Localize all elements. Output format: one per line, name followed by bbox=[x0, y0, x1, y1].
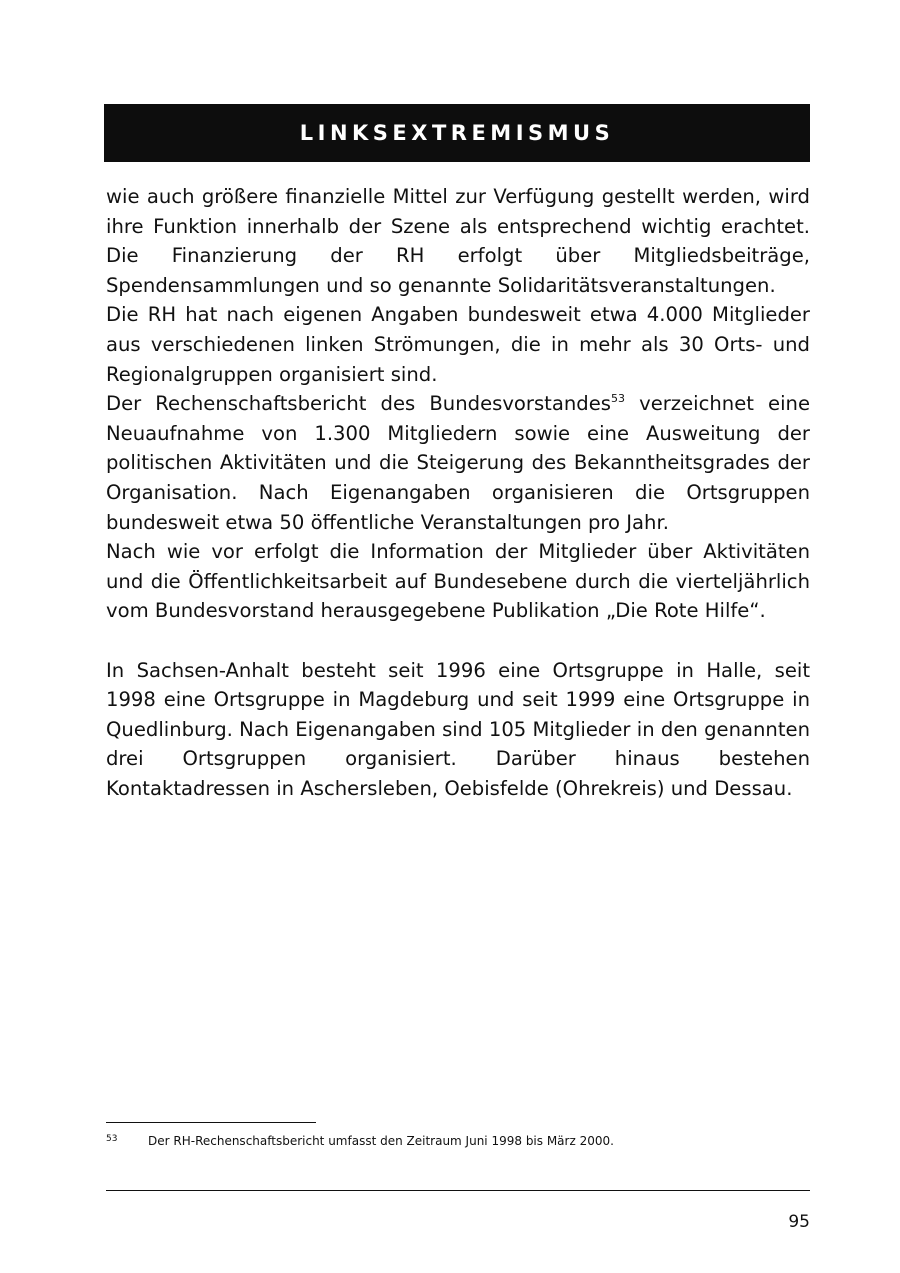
header-bar bbox=[104, 104, 810, 162]
footer-divider bbox=[106, 1190, 810, 1191]
footnote-number: 53 bbox=[106, 1134, 118, 1144]
paragraph-sachsen-anhalt: In Sachsen-Anhalt besteht seit 1996 eine Ortsgruppe in Halle, seit 1998 eine Ortsgruppe in Magdeburg und seit 1999 eine Ortsgruppe in Quedlinburg. Nach Eigenangaben sind 105 Mitglieder in den genannten drei Ortsgruppen organisiert. Darüber hinaus bestehen Kontaktadressen in Aschersleben, Oebisfelde (Ohrekreis) und Dessau. bbox=[106, 658, 810, 800]
paragraph-report-start: Der Rechenschaftsbericht des Bundesvorstandes bbox=[106, 392, 611, 416]
paragraph-report bbox=[106, 389, 810, 537]
page-number: 95 bbox=[788, 1212, 810, 1232]
paragraph-report-end: verzeichnet eine Neuaufnahme von 1.300 Mitgliedern sowie eine Ausweitung der politischen Aktivitäten und die Steigerung des Bekanntheitsgrades der Organisation. Nach Eigenangaben organisieren die Ortsgruppen bundesweit etwa 50 öffentliche Veranstaltungen pro Jahr. bbox=[106, 392, 811, 534]
footnote bbox=[106, 1130, 810, 1150]
footnote-divider bbox=[106, 1122, 316, 1123]
paragraph-publication: Nach wie vor erfolgt die Information der Mitglieder über Aktivitäten und die Öffentlichkeitsarbeit auf Bundesebene durch die vierteljährlich vom Bundesvorstand herausgegebene Publikation „Die Rote Hilfe“. bbox=[106, 540, 810, 623]
footnote-text: Der RH-Rechenschaftsbericht umfasst den Zeitraum Juni 1998 bis März 2000. bbox=[148, 1134, 614, 1148]
paragraph-financing: wie auch größere finanzielle Mittel zur Verfügung gestellt werden, wird ihre Funktion innerhalb der Szene als entsprechend wichtig erachtet. Die Finanzierung der RH erfolgt über Mitgliedsbeiträge, Spendensammlungen und so genannte Solidaritätsveranstaltungen. bbox=[106, 185, 810, 297]
paragraph-members: Die RH hat nach eigenen Angaben bundesweit etwa 4.000 Mitglieder aus verschiedenen linken Strömungen, die in mehr als 30 Orts- und Regionalgruppen organisiert sind. bbox=[106, 303, 810, 386]
footnote-reference: 53 bbox=[611, 392, 625, 406]
page-title: LINKSEXTREMISMUS bbox=[299, 121, 615, 145]
body-text bbox=[106, 182, 810, 803]
